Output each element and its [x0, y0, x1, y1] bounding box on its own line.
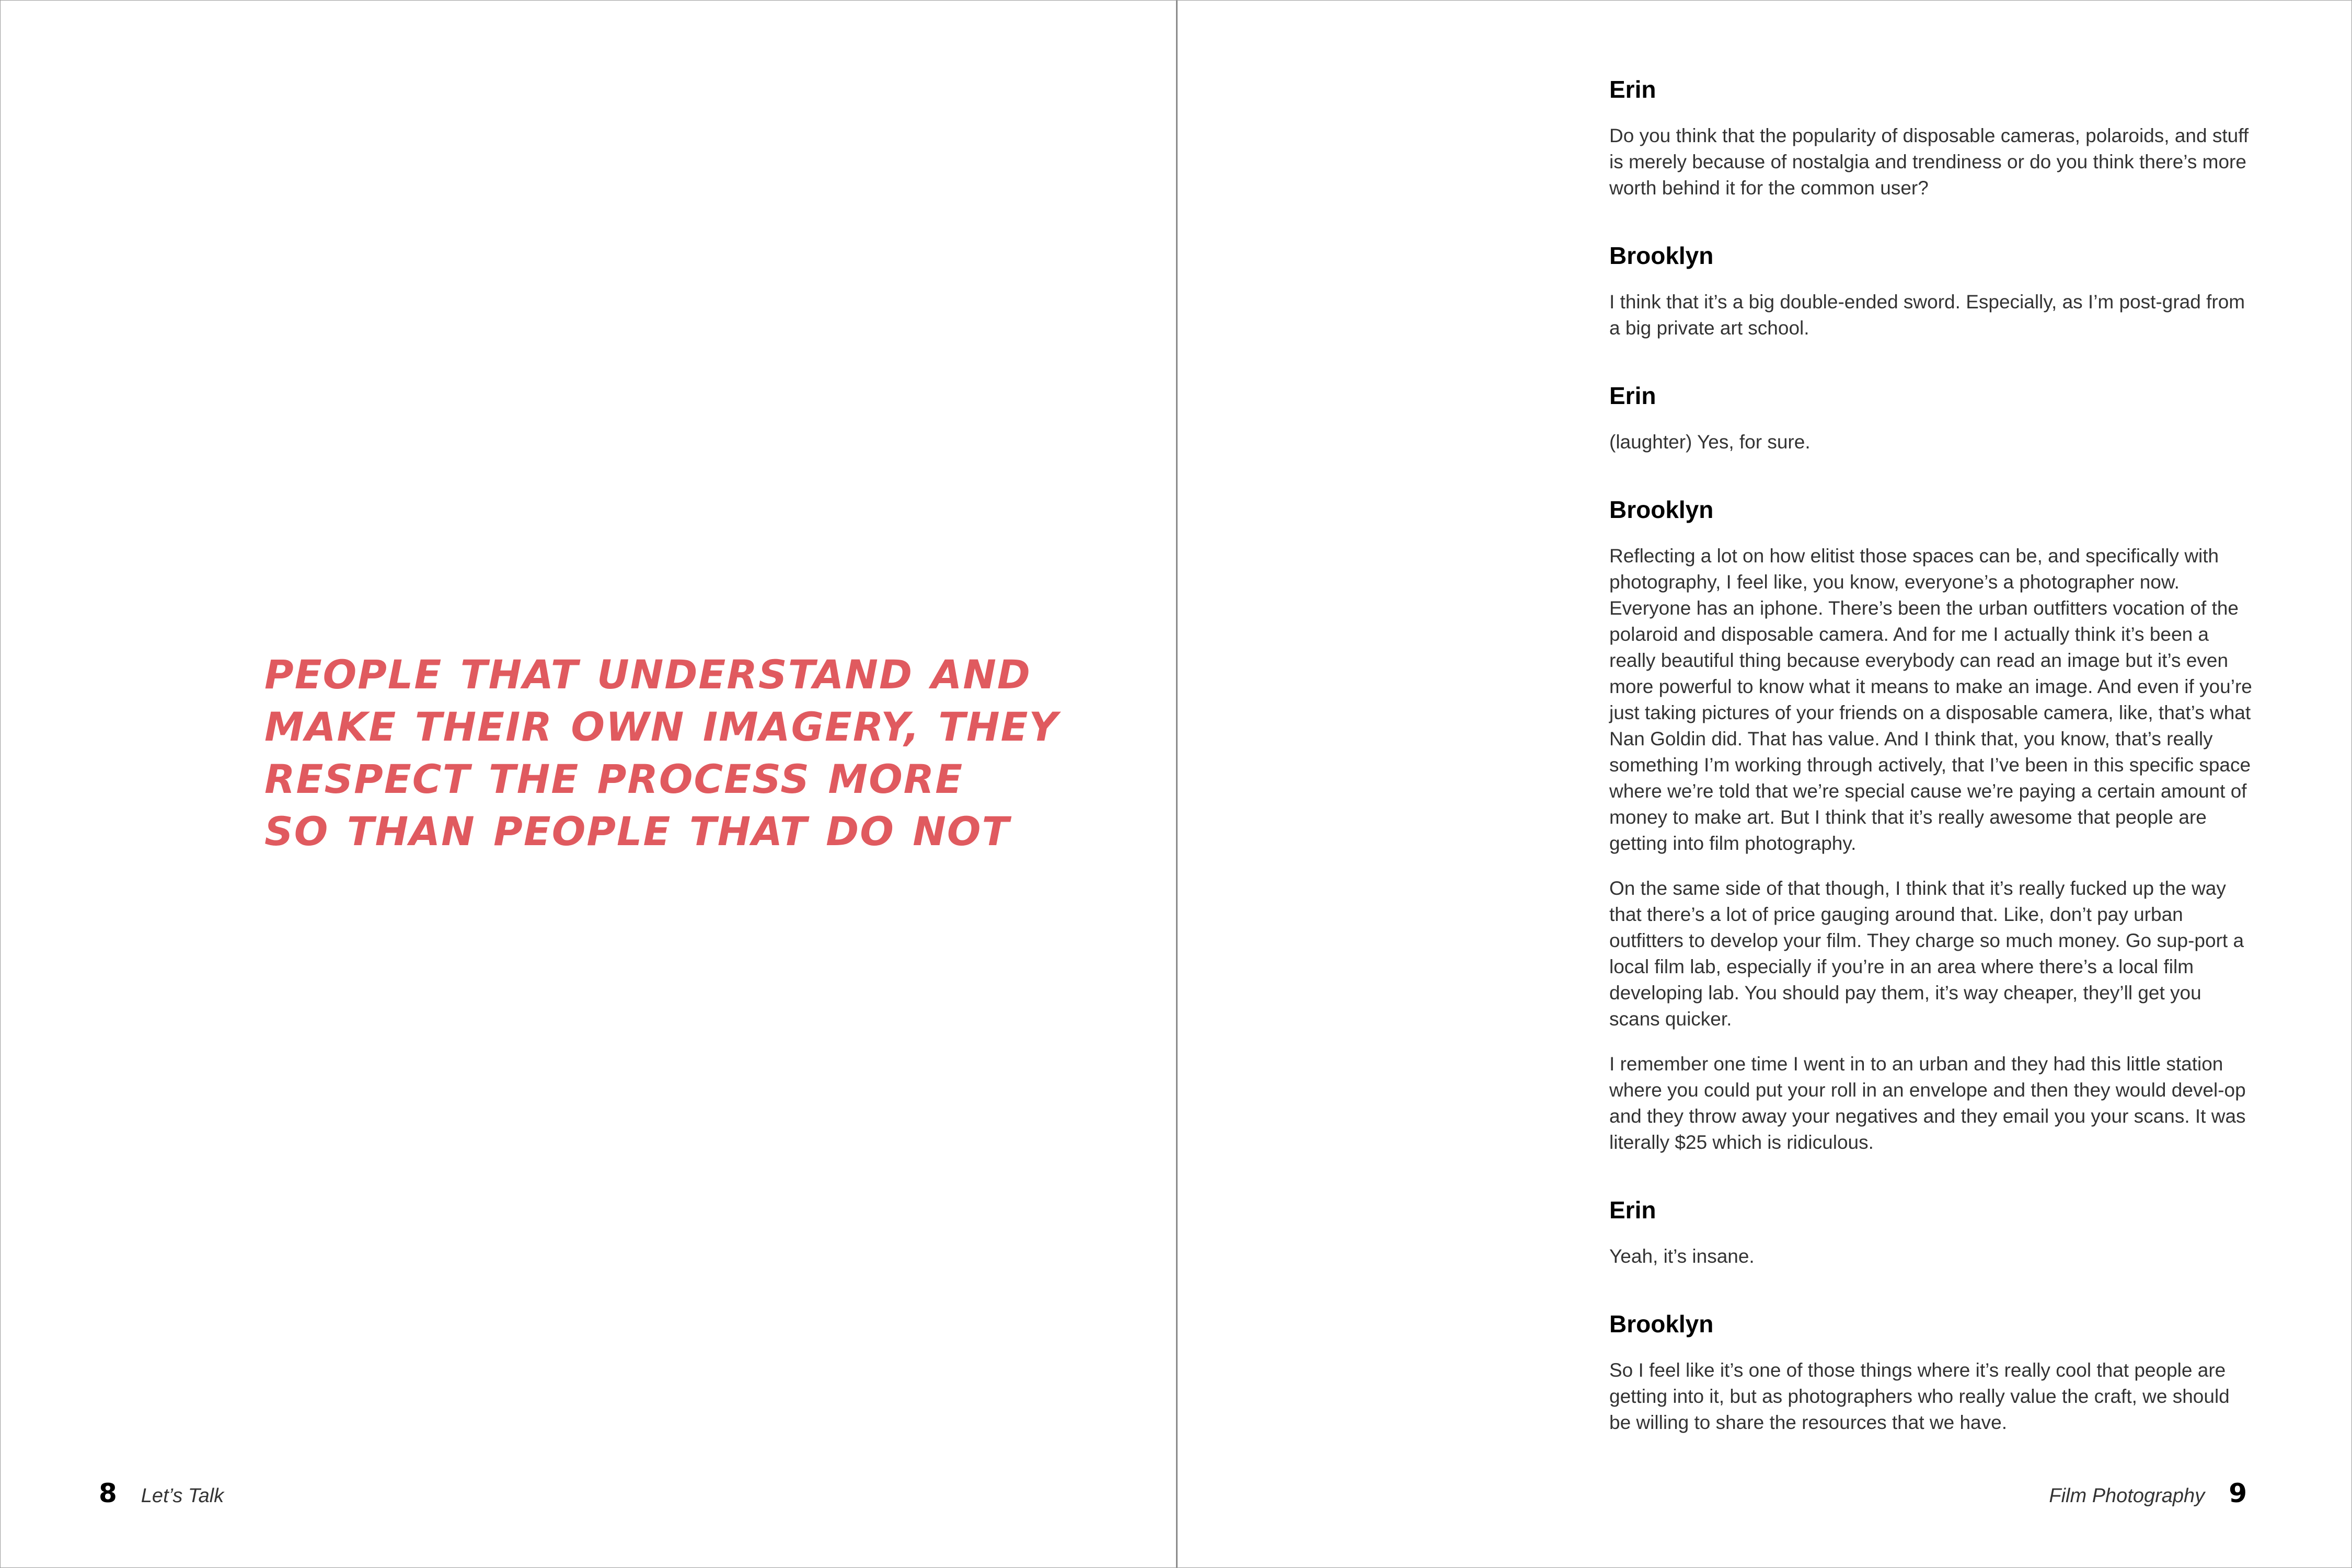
interview-paragraph: Yeah, it’s insane.: [1609, 1246, 1755, 1267]
speaker-name: Brooklyn: [1609, 1310, 1714, 1338]
pull-quote-line: SO THAN PEOPLE THAT DO NOT: [264, 808, 1010, 855]
interview-transcript: [1609, 74, 2252, 1474]
pull-quote-line: PEOPLE THAT UNDERSTAND AND: [264, 651, 1032, 698]
interview-paragraph: On the same side of that though, I think that it’s really fucked up the way that there’s a lot of price gauging around that. Like, don’t pay urban outfitters to develop your film. They charge so much money. Go sup-port a local film lab, especially if you’re in an area where there’s a local film developing lab. You should pay them, it’s way cheaper, they’ll get you scans quicker.: [1609, 878, 2244, 1030]
pull-quote-line: MAKE THEIR OWN IMAGERY, THEY: [264, 704, 1059, 750]
left-page: [1, 1, 1176, 1567]
interview-paragraph: So I feel like it’s one of those things where it’s really cool that people are getting into it, but as photographers who really value the craft, we should be willing to share the resources that we have.: [1609, 1359, 2230, 1433]
interview-paragraph: Do you think that the popularity of disposable cameras, polaroids, and stuff is merely because of nostalgia and trendiness or do you think there’s more worth behind it for the common user?: [1609, 125, 2249, 199]
interview-paragraph: I think that it’s a big double-ended sword. Especially, as I’m post-grad from a big private art school.: [1609, 291, 2245, 339]
interview-paragraph: Reflecting a lot on how elitist those spaces can be, and specifically with photography, I feel like, you know, everyone’s a photographer now. Everyone has an iphone. There’s been the urban outfitters vocation of the polaroid and disposable camera. And for me I actually think it’s been a really beautiful thing because everybody can read an image but it’s even more powerful to know what it means to make an image. And even if you’re just taking pictures of your friends on a disposable camera, like, that’s what Nan Goldin did. That has value. And I think that, you know, that’s really something I’m working through actively, that I’ve been in this specific space where we’re told that we’re special cause we’re paying a certain amount of money to make art. But I think that it’s really awesome that people are getting into film photography.: [1609, 545, 2252, 854]
right-folio: [2049, 1478, 2247, 1512]
interview-paragraph: (laughter) Yes, for sure.: [1609, 431, 1811, 453]
page-number: 9: [2229, 1478, 2247, 1508]
pull-quote: [264, 649, 1059, 858]
interview-paragraph: I remember one time I went in to an urban and they had this little station where you could put your roll in an envelope and then they would devel-op and they throw away your negatives and they email you your scans. It was literally $25 which is ridiculous.: [1609, 1053, 2246, 1153]
pull-quote-line: RESPECT THE PROCESS MORE: [264, 756, 964, 802]
speaker-name: Erin: [1609, 76, 1656, 103]
running-title: Let’s Talk: [141, 1485, 224, 1507]
speaker-name: Brooklyn: [1609, 242, 1714, 269]
speaker-name: Erin: [1609, 1196, 1656, 1224]
right-page: [1178, 1, 2351, 1567]
speaker-name: Brooklyn: [1609, 496, 1714, 523]
speaker-name: Erin: [1609, 382, 1656, 409]
running-title: Film Photography: [2049, 1485, 2205, 1507]
left-folio: [99, 1478, 224, 1512]
page-number: 8: [99, 1478, 117, 1508]
